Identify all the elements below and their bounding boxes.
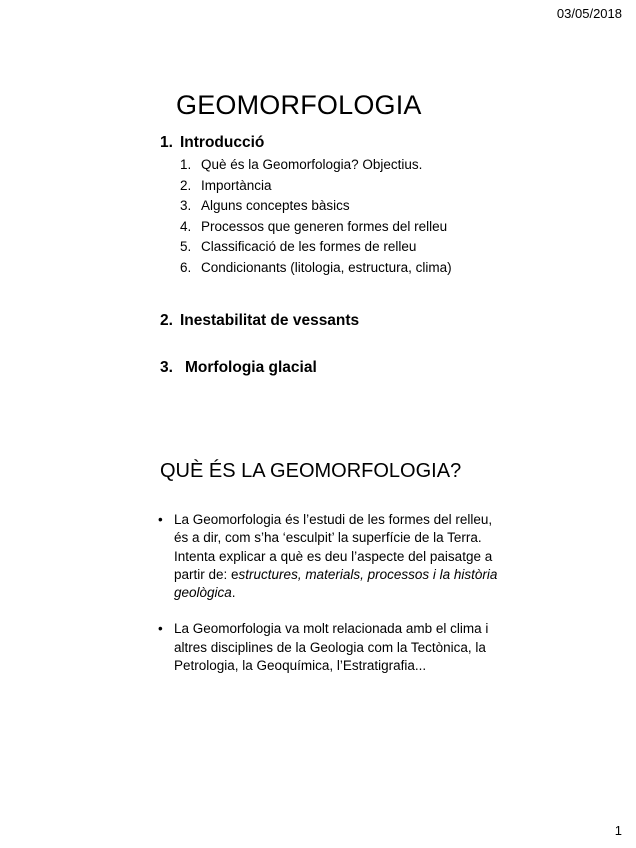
list-item (180, 176, 452, 197)
section-morfologia-glacial (160, 359, 317, 377)
section-label: Inestabilitat de vessants (180, 312, 360, 329)
list-item (180, 217, 452, 238)
list-item (180, 196, 452, 217)
list-item (180, 155, 452, 176)
item-text: Classificació de les formes de relleu (201, 239, 417, 254)
bullet-item (158, 620, 503, 675)
bullet-text: La Geomorfologia és l’estudi de les formes del relleu, és a dir, com s’ha ‘esculpit’ la superfície de la Terra. Intenta explicar a què es deu l’aspecte del paisatge a partir de: e (174, 512, 493, 582)
item-number: 5. (180, 239, 192, 254)
slide-title: GEOMORFOLOGIA (176, 90, 422, 120)
item-text: Alguns conceptes bàsics (201, 198, 350, 213)
page-number: 1 (614, 823, 622, 838)
list-item (180, 258, 452, 279)
section-number: 2. (160, 312, 173, 329)
bullet-list (158, 511, 503, 675)
item-text: Importància (201, 177, 272, 193)
bullet-item (158, 511, 503, 602)
item-text: Què és la Geomorfologia? Objectius. (201, 157, 423, 172)
list-item (180, 237, 452, 258)
section-introduccio (160, 134, 264, 152)
intro-sub-list (180, 155, 452, 278)
section-number: 1. (160, 134, 173, 151)
section-number: 3. (160, 359, 173, 376)
item-number: 6. (180, 259, 192, 275)
item-text: Condicionants (litologia, estructura, clima) (201, 259, 452, 275)
bullet-italic-text: structures, materials, processos i la història geològica (174, 566, 498, 601)
slide2-title: QUÈ ÉS LA GEOMORFOLOGIA? (160, 460, 462, 482)
section-label: Introducció (180, 134, 265, 151)
item-number: 1. (180, 157, 192, 172)
item-text: Processos que generen formes del relleu (201, 218, 448, 234)
section-label: Morfologia glacial (185, 359, 317, 376)
bullet-mark: • (158, 621, 163, 637)
page-date: 03/05/2018 (556, 6, 622, 21)
bullet-mark: • (158, 512, 163, 527)
bullet-text-end: . (231, 585, 236, 601)
item-number: 3. (180, 198, 192, 213)
section-inestabilitat (160, 312, 359, 330)
bullet-text: La Geomorfologia va molt relacionada amb el clima i altres disciplines de la Geologia com la Tectònica, la Petrologia, la Geoquímica, l’Estratigrafia... (174, 621, 489, 674)
item-number: 2. (180, 177, 192, 193)
item-number: 4. (180, 218, 192, 234)
